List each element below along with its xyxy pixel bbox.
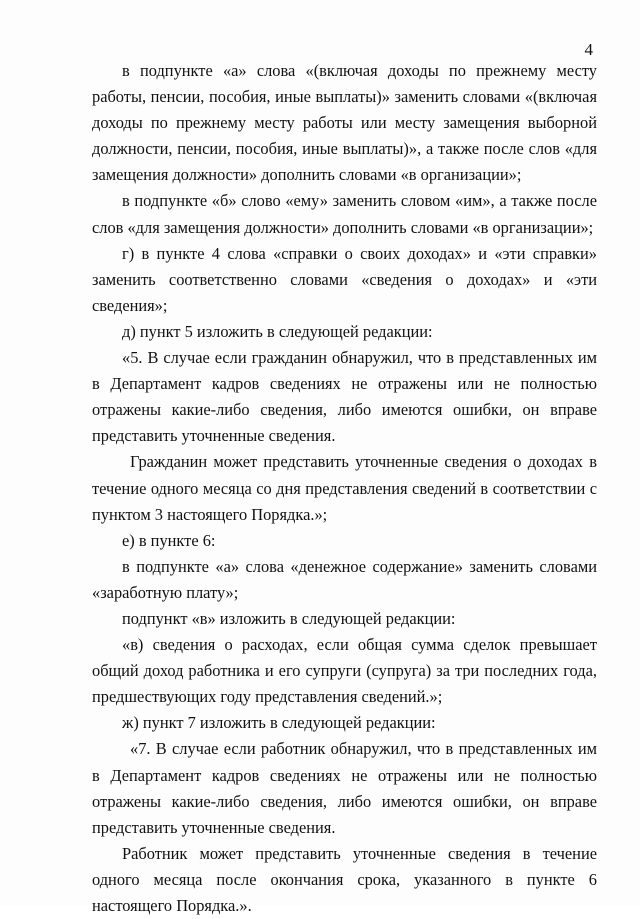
paragraph: д) пункт 5 изложить в следующей редакции: (122, 321, 433, 341)
paragraph: «в) сведения о расходах, если общая сумма сделок превышает общий доход работника и его супруги (супруга) за три последних года, предшествующих году представления сведений.»; (92, 635, 597, 707)
paragraph: в подпункте «а» слова «денежное содержание» заменить словами «заработную плату»; (92, 556, 597, 602)
paragraph: в подпункте «б» слово «ему» заменить словом «им», а также после слов «для замещения должности» дополнить словами «в организации»; (92, 191, 597, 237)
paragraph: ж) пункт 7 изложить в следующей редакции: (122, 713, 436, 733)
paragraph: Работник может представить уточненные сведения в течение одного месяца после окончания срока, указанного в пункте 6 настоящего Порядка.». (92, 843, 597, 915)
paragraph: «5. В случае если гражданин обнаружил, что в представленных им в Департамент кадров сведениях не отражены или не полностью отражены какие-либо сведения, либо имеются ошибки, он вправе представить уточненные сведения. (92, 348, 597, 446)
paragraph: в подпункте «а» слова «(включая доходы по прежнему месту работы, пенсии, пособия, иные выплаты)» заменить словами «(включая доходы по прежнему месту работы или месту замещения выборной должности, пенсии, пособия, иные выплаты)», а также после слов «для замещения должности» дополнить словами «в организации»; (92, 61, 597, 185)
paragraph: подпункт «в» изложить в следующей редакции: (122, 608, 456, 628)
paragraph: г) в пункте 4 слова «справки о своих доходах» и «эти справки» заменить соответственно словами «сведения о доходах» и «эти сведения»; (92, 243, 597, 315)
paragraph: Гражданин может представить уточненные сведения о доходах в течение одного месяца со дня представления сведений в соответствии с пунктом 3 настоящего Порядка.»; (92, 452, 597, 524)
paragraph: е) в пункте 6: (122, 530, 216, 550)
document-body (92, 58, 597, 919)
page-number: 4 (584, 40, 593, 59)
paragraph: «7. В случае если работник обнаружил, что в представленных им в Департамент кадров сведениях не отражены или не полностью отражены какие-либо сведения, либо имеются ошибки, он вправе представить уточненные сведения. (92, 739, 597, 837)
